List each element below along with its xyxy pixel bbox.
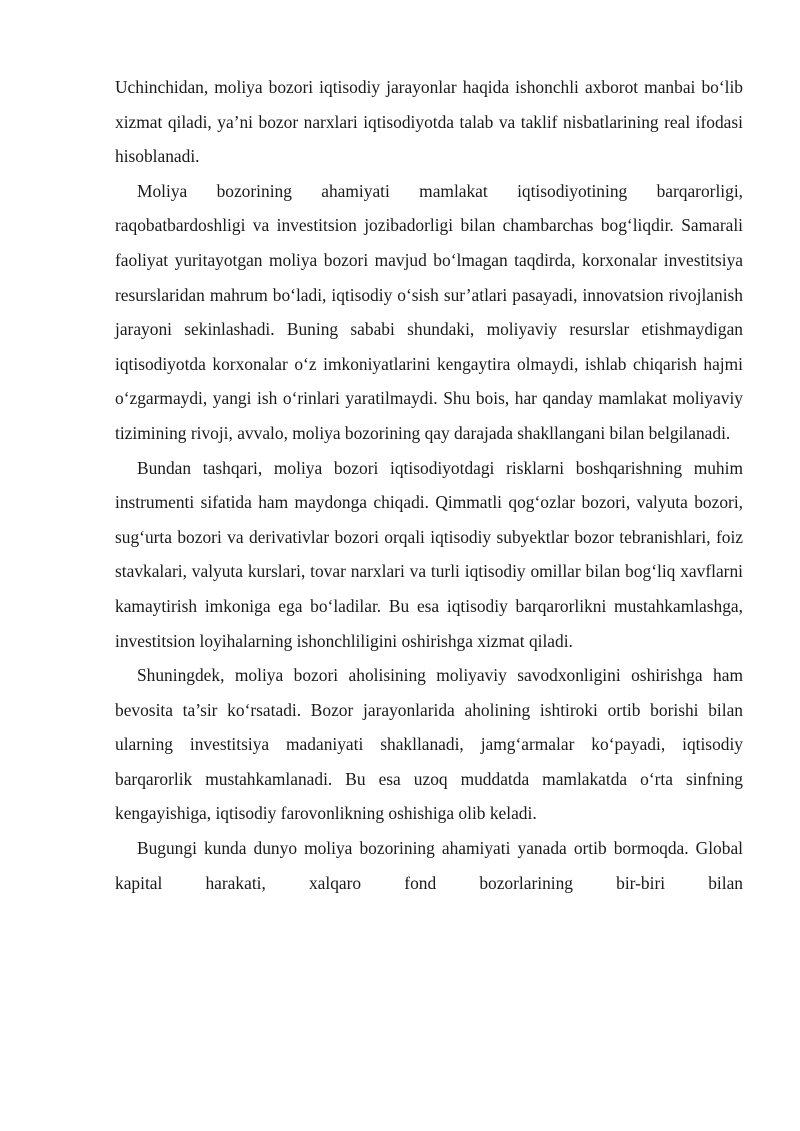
paragraph-3: Bundan tashqari, moliya bozori iqtisodiyotdagi risklarni boshqarishning muhim instrumenti sifatida ham maydonga chiqadi. Qimmatli qog‘ozlar bozori, valyuta bozori, sug‘urta bozori va derivativlar bozori orqali iqtisodiy subyektlar bozor tebranishlari, foiz stavkalari, valyuta kurslari, tovar narxlari va turli iqtisodiy omillar bilan bog‘liq xavflarni kamaytirish imkoniga ega bo‘ladilar. Bu esa iqtisodiy barqarorlikni mustahkamlashga, investitsion loyihalarning ishonchliligini oshirishga xizmat qiladi. [115, 457, 743, 651]
paragraph-2: Moliya bozorining ahamiyati mamlakat iqtisodiyotining barqarorligi, raqobatbardoshligi va investitsion jozibadorligi bilan chambarchas bog‘liqdir. Samarali faoliyat yuritayotgan moliya bozori mavjud bo‘lmagan taqdirda, korxonalar investitsiya resurslaridan mahrum bo‘ladi, iqtisodiy o‘sish sur’atlari pasayadi, innovatsion rivojlanish jarayoni sekinlashadi. Buning sababi shundaki, moliyaviy resurslar etishmaydigan iqtisodiyotda korxonalar o‘z imkoniyatlarini kengaytira olmaydi, ishlab chiqarish hajmi o‘zgarmaydi, yangi ish o‘rinlari yaratilmaydi. Shu bois, har qanday mamlakat moliyaviy tizimining rivoji, avvalo, moliya bozorining qay darajada shakllangani bilan belgilanadi. [115, 180, 743, 443]
paragraph-1: Uchinchidan, moliya bozori iqtisodiy jarayonlar haqida ishonchli axborot manbai bo‘lib xizmat qiladi, ya’ni bozor narxlari iqtisodiyotda talab va taklif nisbatlarining real ifodasi hisoblanadi. [115, 77, 743, 167]
paragraph-4: Shuningdek, moliya bozori aholisining moliyaviy savodxonligini oshirishga ham bevosita ta’sir ko‘rsatadi. Bozor jarayonlarida aholining ishtiroki ortib borishi bilan ularning investitsiya madaniyati shakllanadi, jamg‘armalar ko‘payadi, iqtisodiy barqarorlik mustahkamlanadi. Bu esa uzoq muddatda mamlakatda o‘rta sinfning kengayishiga, iqtisodiy farovonlikning oshishiga olib keladi. [115, 665, 743, 824]
paragraph-5: Bugungi kunda dunyo moliya bozorining ahamiyati yanada ortib bormoqda. Global kapital harakati, xalqaro fond bozorlarining bir-biri bilan [115, 838, 743, 893]
document-page [115, 70, 743, 900]
